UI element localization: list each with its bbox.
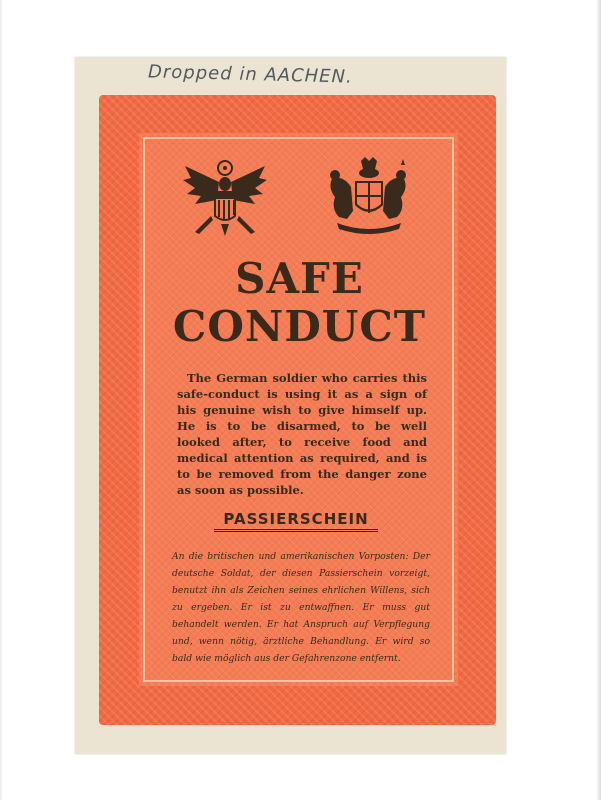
german-instructions: An die britischen und amerikanischen Vorposten: Der deutsche Soldat, der diesen Passierschein vorzeigt, benutzt ihn als Zeichen seines ehrlichen Willens, sich zu ergeben. Er ist zu entwaffnen. Er muss gut behandelt werden. Er hat Anspruch auf Verpflegung und, wenn nötig, ärztliche Behandlung. Er wird so bald wie möglich aus der Gefahrenzone entfernt.: [172, 551, 430, 664]
german-heading: PASSIERSCHEIN: [214, 510, 378, 532]
us-eagle-seal-icon: [181, 158, 269, 240]
english-instructions: The German soldier who carries this safe-conduct is using it as a sign of his genuine wish to give himself up. He is to be disarmed, to be well looked after, to receive food and medical attention as required, and is to be removed from the danger zone as soon as possible.: [177, 371, 427, 497]
title-conduct: CONDUCT: [172, 302, 427, 351]
title-safe: SAFE: [235, 254, 364, 303]
royal-coat-of-arms-icon: [323, 157, 413, 239]
handwritten-note-dropped: Dropped in AACHEN.: [147, 61, 354, 88]
